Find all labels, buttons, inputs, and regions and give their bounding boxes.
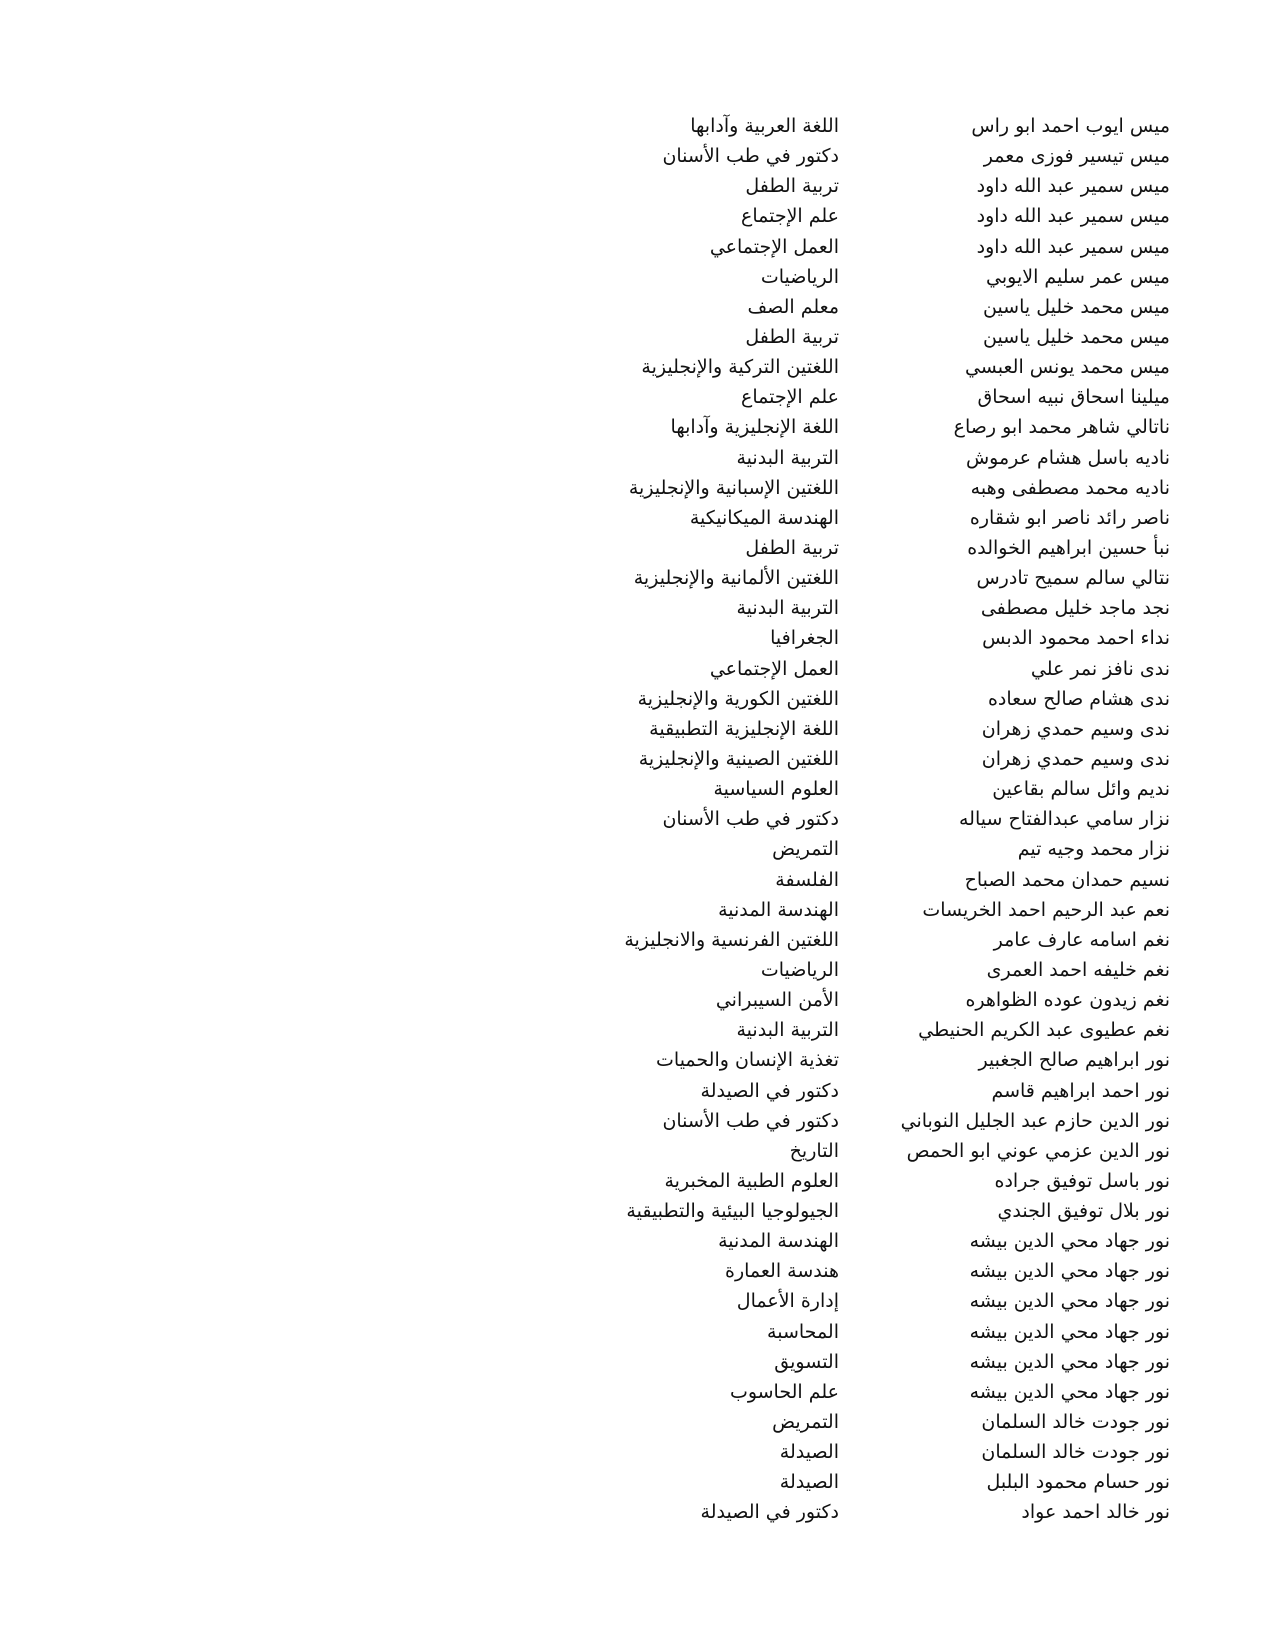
major-name: اللغتين التركية والإنجليزية [641, 356, 839, 379]
list-item [560, 1106, 1170, 1136]
student-name: ميس ايوب احمد ابو راس [971, 115, 1170, 137]
student-name: نور جهاد محي الدين بيشه [969, 1230, 1170, 1253]
student-name: ندى هشام صالح سعاده [987, 687, 1170, 710]
major-name: التاريخ [789, 1139, 839, 1162]
major-name: اللغتين الصينية والإنجليزية [638, 747, 839, 770]
major-name: اللغة الإنجليزية وآدابها [670, 416, 839, 439]
major-name: الهندسة المدنية [718, 898, 839, 921]
major-name: دكتور في الصيدلة [700, 1079, 839, 1102]
major-name: التمريض [772, 838, 839, 861]
major-name: دكتور في طب الأسنان [662, 1109, 839, 1132]
student-name: نور جودت خالد السلمان [981, 1441, 1170, 1464]
student-name: نور جهاد محي الدين بيشه [969, 1290, 1170, 1313]
major-name: دكتور في طب الأسنان [662, 145, 839, 168]
major-name: الهندسة الميكانيكية [689, 506, 839, 529]
student-name: نور ابراهيم صالح الجغبير [978, 1049, 1170, 1072]
major-name: الصيدلة [779, 1471, 839, 1494]
student-name: نور الدين حازم عبد الجليل النوباني [900, 1109, 1170, 1132]
student-name: نغم عطيوى عبد الكريم الحنيطي [918, 1019, 1170, 1042]
major-name: التربية البدنية [736, 446, 839, 469]
major-name: اللغتين الكورية والإنجليزية [637, 687, 839, 710]
list-item [560, 1166, 1170, 1196]
list-item [560, 201, 1170, 231]
list-item [560, 1015, 1170, 1045]
list-item [560, 744, 1170, 774]
major-name: الهندسة المدنية [718, 1230, 839, 1253]
major-name: اللغتين الألمانية والإنجليزية [633, 567, 839, 590]
major-name: علم الإجتماع [740, 386, 839, 409]
student-name: نور احمد ابراهيم قاسم [991, 1079, 1170, 1102]
list-item [560, 111, 1170, 141]
student-name: نغم خليفه احمد العمرى [986, 958, 1170, 981]
major-name: اللغتين الإسبانية والإنجليزية [628, 476, 839, 499]
list-item [560, 1407, 1170, 1437]
list-item [560, 1467, 1170, 1497]
student-name: ميس محمد يونس العبسي [964, 356, 1170, 379]
list-item [560, 1497, 1170, 1527]
student-name: نور جهاد محي الدين بيشه [969, 1380, 1170, 1403]
major-name: علم الإجتماع [740, 205, 839, 228]
list-item [560, 262, 1170, 292]
student-name: نور حسام محمود البلبل [986, 1471, 1170, 1494]
student-name: نديم وائل سالم بقاعين [992, 778, 1170, 801]
student-name: ميس عمر سليم الايوبي [986, 265, 1170, 288]
student-name: نور جودت خالد السلمان [981, 1411, 1170, 1434]
list-item [560, 1226, 1170, 1256]
major-name: تربية الطفل [745, 536, 839, 559]
student-name: نغم زيدون عوده الظواهره [965, 989, 1170, 1012]
list-item [560, 1286, 1170, 1316]
major-name: إدارة الأعمال [736, 1290, 839, 1313]
graduates-list [560, 111, 1170, 1528]
list-item [560, 412, 1170, 442]
major-name: التسويق [774, 1350, 839, 1373]
list-item [560, 1317, 1170, 1347]
list-item [560, 473, 1170, 503]
student-name: ناديه باسل هشام عرموش [965, 446, 1170, 469]
list-item [560, 322, 1170, 352]
list-item [560, 955, 1170, 985]
list-item [560, 1437, 1170, 1467]
major-name: العمل الإجتماعي [709, 657, 839, 680]
student-name: نور جهاد محي الدين بيشه [969, 1260, 1170, 1283]
student-name: ناديه محمد مصطفى وهبه [970, 476, 1170, 499]
student-name: نور خالد احمد عواد [1021, 1501, 1170, 1524]
student-name: ناصر رائد ناصر ابو شقاره [969, 506, 1170, 529]
student-name: ميس محمد خليل ياسين [982, 325, 1170, 348]
list-item [560, 141, 1170, 171]
list-item [560, 804, 1170, 834]
student-name: ميس سمير عبد الله داود [976, 205, 1170, 228]
list-item [560, 623, 1170, 653]
student-name: نغم اسامه عارف عامر [993, 928, 1170, 951]
major-name: التربية البدنية [736, 1019, 839, 1042]
list-item [560, 503, 1170, 533]
major-name: دكتور في الصيدلة [700, 1501, 839, 1524]
list-item [560, 895, 1170, 925]
major-name: الأمن السيبراني [715, 989, 839, 1012]
list-item [560, 925, 1170, 955]
student-name: نعم عبد الرحيم احمد الخريسات [922, 898, 1170, 921]
list-item [560, 714, 1170, 744]
student-name: نبأ حسين ابراهيم الخوالده [967, 536, 1170, 559]
major-name: تغذية الإنسان والحميات [656, 1049, 839, 1072]
list-item [560, 1377, 1170, 1407]
list-item [560, 443, 1170, 473]
major-name: الرياضيات [760, 958, 839, 981]
major-name: التربية البدنية [736, 597, 839, 620]
major-name: اللغة الإنجليزية التطبيقية [649, 717, 839, 740]
major-name: الرياضيات [760, 265, 839, 288]
major-name: الجغرافيا [770, 627, 839, 650]
major-name: تربية الطفل [745, 175, 839, 198]
list-item [560, 865, 1170, 895]
student-name: ناتالي شاهر محمد ابو رصاع [953, 416, 1170, 439]
list-item [560, 834, 1170, 864]
list-item [560, 1256, 1170, 1286]
major-name: اللغتين الفرنسية والانجليزية [624, 928, 839, 951]
student-name: نور جهاد محي الدين بيشه [969, 1320, 1170, 1343]
major-name: المحاسبة [767, 1320, 839, 1343]
major-name: تربية الطفل [745, 325, 839, 348]
list-item [560, 774, 1170, 804]
list-item [560, 593, 1170, 623]
student-name: نور جهاد محي الدين بيشه [969, 1350, 1170, 1373]
list-item [560, 382, 1170, 412]
student-name: نسيم حمدان محمد الصباح [964, 868, 1170, 891]
list-item [560, 1347, 1170, 1377]
major-name: العلوم الطبية المخبرية [664, 1169, 839, 1192]
major-name: التمريض [772, 1411, 839, 1434]
list-item [560, 563, 1170, 593]
list-item [560, 352, 1170, 382]
student-name: نور الدين عزمي عوني ابو الحمص [906, 1139, 1170, 1162]
student-name: نداء احمد محمود الدبس [982, 627, 1170, 650]
list-item [560, 1136, 1170, 1166]
major-name: الصيدلة [779, 1441, 839, 1464]
student-name: نزار سامي عبدالفتاح سياله [959, 808, 1170, 831]
list-item [560, 1076, 1170, 1106]
major-name: هندسة العمارة [724, 1260, 839, 1283]
student-name: نزار محمد وجيه تيم [1017, 838, 1170, 861]
major-name: الفلسفة [775, 868, 839, 891]
list-item [560, 654, 1170, 684]
list-item [560, 985, 1170, 1015]
student-name: نتالي سالم سميح تادرس [976, 567, 1170, 590]
student-name: ندى وسيم حمدي زهران [981, 747, 1170, 770]
student-name: ندى نافز نمر علي [1030, 657, 1170, 680]
student-name: ميلينا اسحاق نبيه اسحاق [977, 386, 1170, 409]
major-name: علم الحاسوب [729, 1380, 839, 1403]
list-item [560, 292, 1170, 322]
major-name: دكتور في طب الأسنان [662, 808, 839, 831]
list-item [560, 232, 1170, 262]
list-item [560, 1045, 1170, 1075]
major-name: معلم الصف [747, 295, 839, 318]
student-name: ميس سمير عبد الله داود [976, 235, 1170, 258]
student-name: ندى وسيم حمدي زهران [981, 717, 1170, 740]
list-item [560, 533, 1170, 563]
major-name: العلوم السياسية [713, 778, 839, 801]
student-name: نجد ماجد خليل مصطفى [980, 597, 1170, 620]
major-name: العمل الإجتماعي [709, 235, 839, 258]
student-name: ميس سمير عبد الله داود [976, 175, 1170, 198]
student-name: نور بلال توفيق الجندي [997, 1200, 1170, 1223]
list-item [560, 684, 1170, 714]
student-name: نور باسل توفيق جراده [994, 1169, 1170, 1192]
major-name: اللغة العربية وآدابها [690, 115, 839, 137]
list-item [560, 1196, 1170, 1226]
major-name: الجيولوجيا البيئية والتطبيقية [626, 1200, 839, 1223]
list-item [560, 171, 1170, 201]
student-name: ميس محمد خليل ياسين [982, 295, 1170, 318]
student-name: ميس تيسير فوزى معمر [983, 145, 1170, 168]
